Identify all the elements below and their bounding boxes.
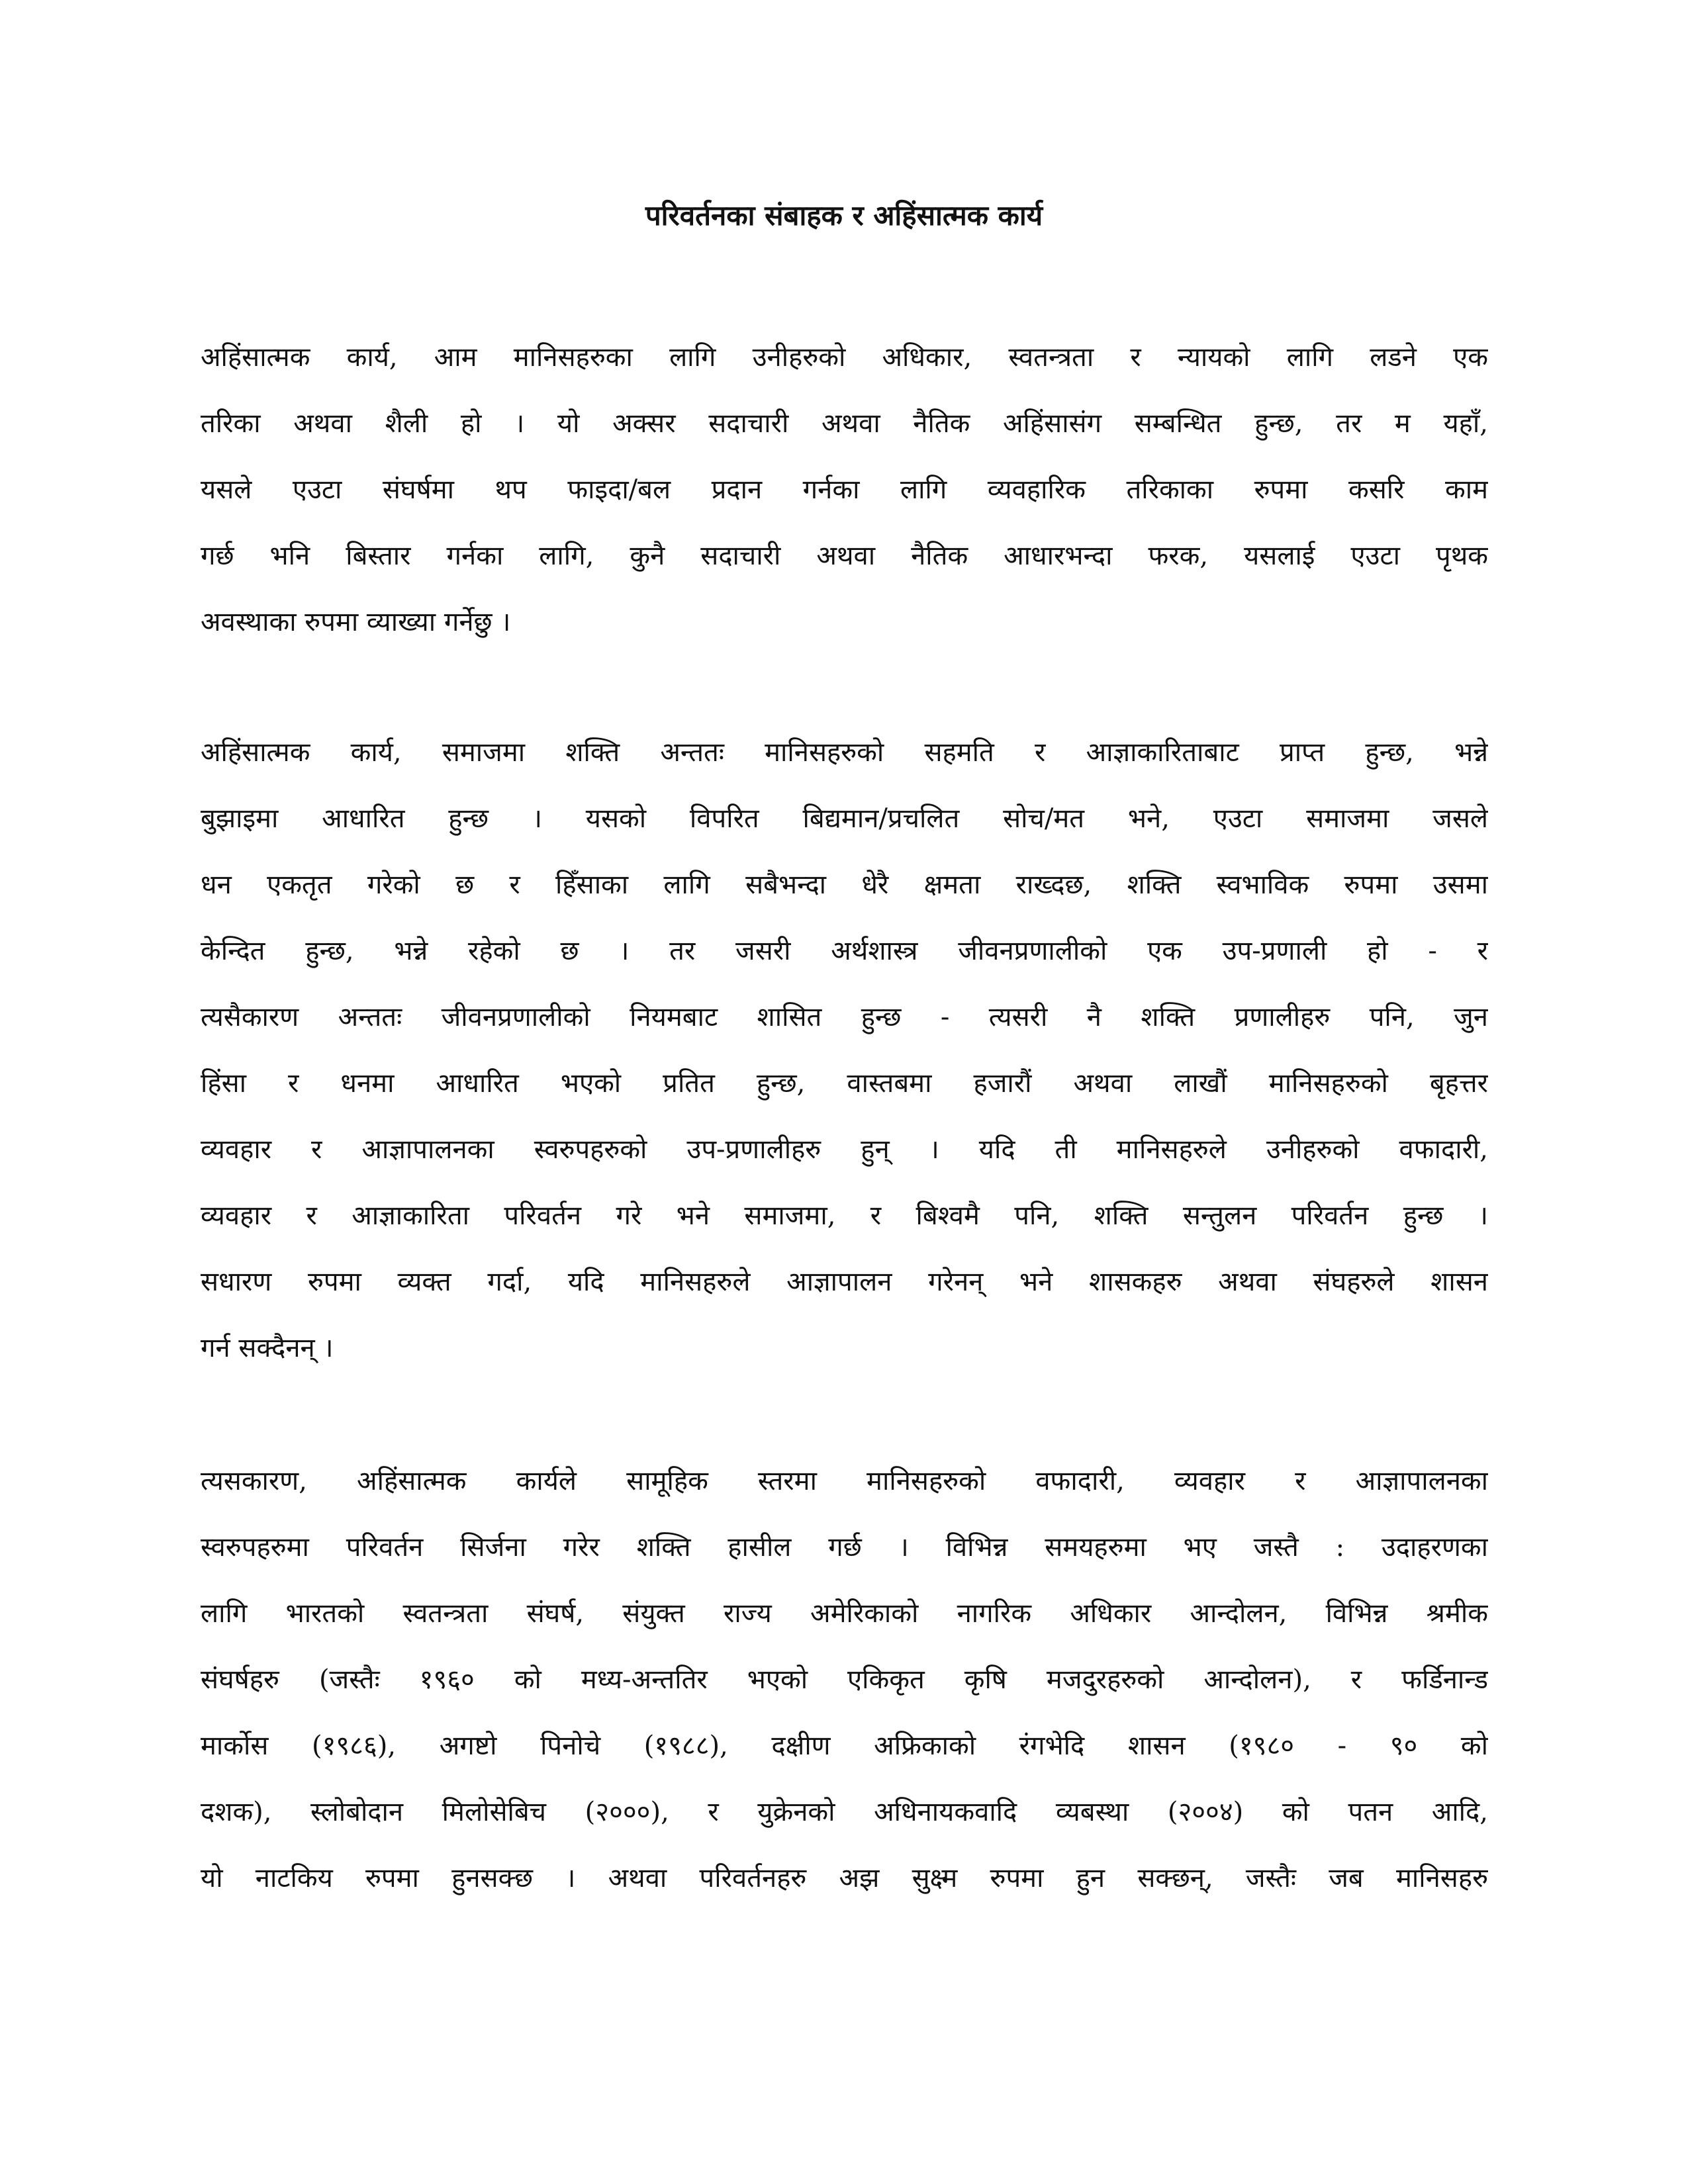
text-line: धन एकतृत गरेको छ र हिँसाका लागि सबैभन्दा धेरै क्षमता राख्दछ, शक्ति स्वभाविक रुपमा उसमा (201, 870, 1488, 900)
text-line: लागि भारतको स्वतन्त्रता संघर्ष, संयुक्त राज्य अमेरिकाको नागरिक अधिकार आन्दोलन, विभिन्न श्रमीक (201, 1598, 1488, 1629)
document-title: परिवर्तनका संबाहक र अहिंसात्मक कार्य (645, 199, 1043, 232)
text-line: स्वरुपहरुमा परिवर्तन सिर्जना गरेर शक्ति हासील गर्छ । विभिन्न समयहरुमा भए जस्तै : उदाहरणका (201, 1532, 1488, 1563)
text-line: व्यवहार र आज्ञापालनका स्वरुपहरुको उप-प्रणालीहरु हुन् । यदि ती मानिसहरुले उनीहरुको वफादारी, (201, 1134, 1488, 1165)
text-line: गर्छ भनि बिस्तार गर्नका लागि, कुनै सदाचारी अथवा नैतिक आधारभन्दा फरक, यसलाई एउटा पृथक (201, 541, 1488, 571)
text-line: अहिंसात्मक कार्य, समाजमा शक्ति अन्ततः मानिसहरुको सहमति र आज्ञाकारिताबाट प्राप्त हुन्छ, भन्ने (201, 737, 1488, 768)
text-line: दशक), स्लोबोदान मिलोसेबिच (२०००), र युक्रेनको अधिनायकवादि व्यबस्था (२००४) को पतन आदि, (201, 1797, 1488, 1827)
text-line: बुझाइमा आधारित हुन्छ । यसको विपरित बिद्यमान/प्रचलित सोच/मत भने, एउटा समाजमा जसले (201, 803, 1488, 834)
text-line: यो नाटकिय रुपमा हुनसक्छ । अथवा परिवर्तनहरु अझ सुक्ष्म रुपमा हुन सक्छन्, जस्तैः जब मानिसहरु (201, 1863, 1488, 1893)
paragraph-3 (201, 1448, 1488, 1911)
text-line: अवस्थाका रुपमा व्याख्या गर्नेछु । (201, 607, 511, 637)
text-line: व्यवहार र आज्ञाकारिता परिवर्तन गरे भने समाजमा, र बिश्वमै पनि, शक्ति सन्तुलन परिवर्तन हुन्छ । (201, 1201, 1488, 1231)
text-line: गर्न सक्दैनन् । (201, 1333, 334, 1363)
text-line: हिंसा र धनमा आधारित भएको प्रतित हुन्छ, वास्तबमा हजारौं अथवा लाखौं मानिसहरुको बृहत्तर (201, 1068, 1488, 1099)
text-line: संघर्षहरु (जस्तैः १९६० को मध्य-अन्ततिर भएको एकिकृत कृषि मजदुरहरुको आन्दोलन), र फर्डिनान्ड (201, 1664, 1488, 1695)
text-line: यसले एउटा संघर्षमा थप फाइदा/बल प्रदान गर्नका लागि व्यवहारिक तरिकाका रुपमा कसरि काम (201, 475, 1488, 505)
paragraph-2 (201, 719, 1488, 1381)
text-line: सधारण रुपमा व्यक्त गर्दा, यदि मानिसहरुले आज्ञापालन गरेनन् भने शासकहरु अथवा संघहरुले शासन (201, 1267, 1488, 1297)
text-line: त्यसकारण, अहिंसात्मक कार्यले सामूहिक स्तरमा मानिसहरुको वफादारी, व्यवहार र आज्ञापालनका (201, 1466, 1488, 1496)
text-line: मार्कोस (१९८६), अगष्टो पिनोचे (१९८८), दक्षीण अफ्रिकाको रंगभेदि शासन (१९८० - ९० को (201, 1731, 1488, 1761)
text-line: अहिंसात्मक कार्य, आम मानिसहरुका लागि उनीहरुको अधिकार, स्वतन्त्रता र न्यायको लागि लडने एक (201, 342, 1488, 373)
text-line: तरिका अथवा शैली हो । यो अक्सर सदाचारी अथवा नैतिक अहिंसासंग सम्बन्धित हुन्छ, तर म यहाँ, (201, 408, 1488, 439)
paragraph-1 (201, 324, 1488, 655)
text-line: केन्दित हुन्छ, भन्ने रहेको छ । तर जसरी अर्थशास्त्र जीवनप्रणालीको एक उप-प्रणाली हो - र (201, 936, 1488, 966)
text-line: त्यसैकारण अन्ततः जीवनप्रणालीको नियमबाट शासित हुन्छ - त्यसरी नै शक्ति प्रणालीहरु पनि, जुन (201, 1002, 1488, 1032)
